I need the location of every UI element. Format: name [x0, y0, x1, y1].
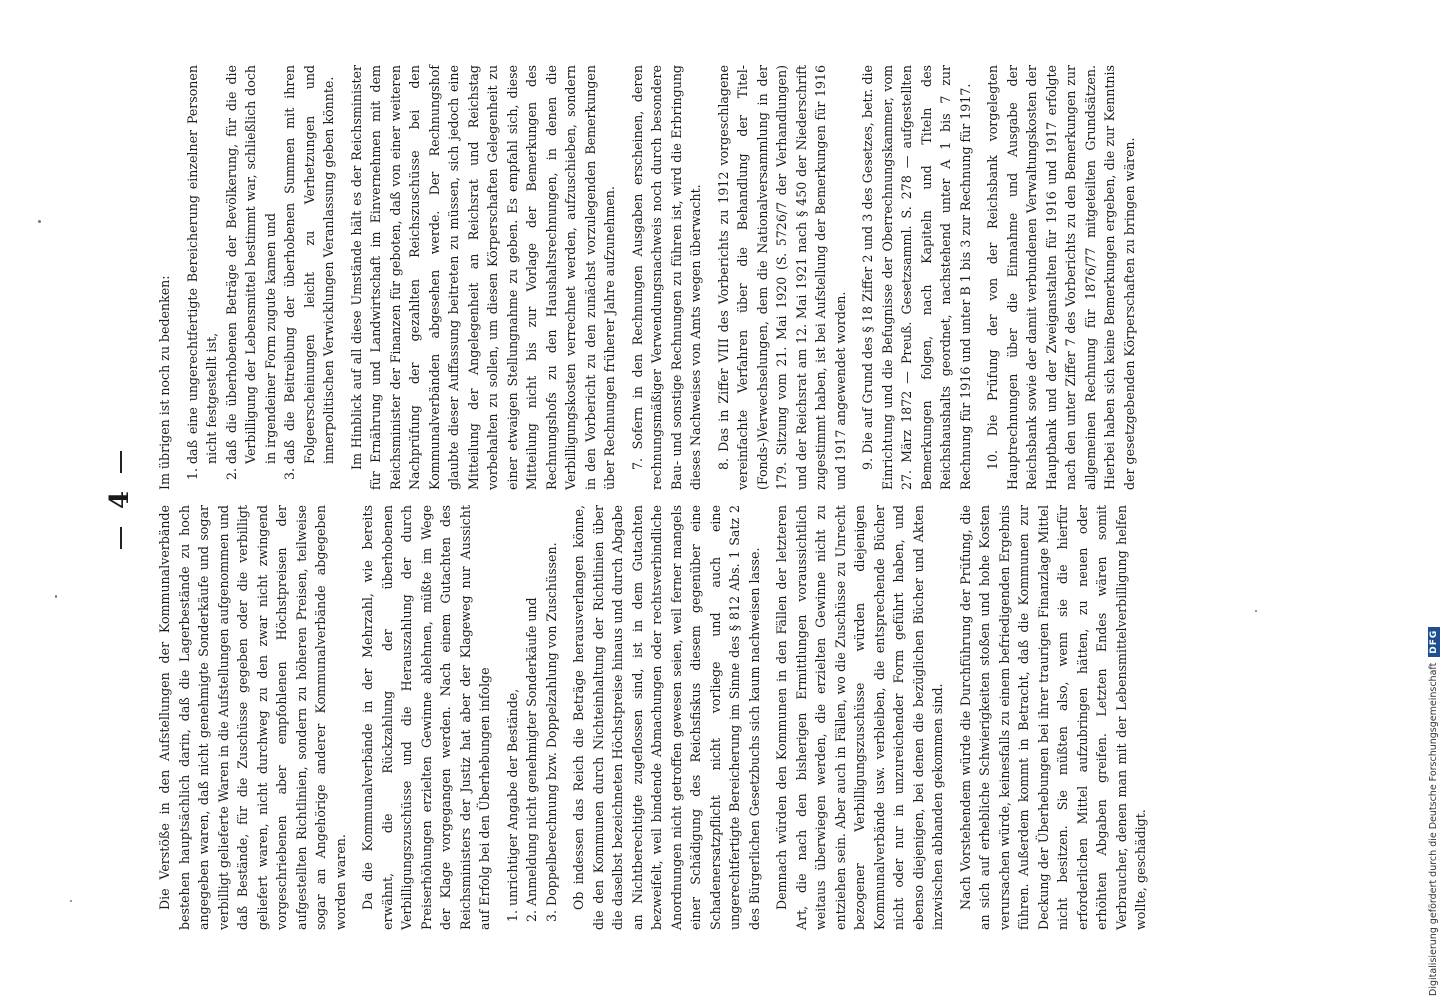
paragraph: Nach Vorstehendem würde die Durchführung der Prüfung, die an sich auf erhebliche Schwierigkeiten stoßen und hohe Kosten verursachen würde, keinesfalls zu einem befriedigenden Ergebnis führen. Außerdem kommt in Betracht, daß die Kommunen zur Deckung der Überhebungen bei ihrer traurigen Finanzlage Mittel nicht besitzen. Sie müßten also, wenn sie die hierfür erforderlichen Mittel aufzubringen hätten, zu neuen oder erhöhten Abgaben greifen. Letzten Endes wären somit Verbraucher, denen man mit der Lebensmittelverbilligung helfen wollte, geschädigt. — [957, 505, 1148, 930]
right-column — [155, 65, 1195, 490]
dfg-logo: DFG — [1428, 627, 1440, 657]
paragraph: Die Verstöße in den Aufstellungen der Kommunalverbände bestehen hauptsächlich darin, daß die Lagerbestände zu hoch angegeben waren, daß nicht genehmigte Sonderkäufe und sogar verbilligt gelieferte Waren in die Aufstellungen aufgenommen und daß Bestände, für die Zuschüsse gegeben oder die verbilligt geliefert waren, nicht durchweg zu den zwar nicht zwingend vorgeschriebenen aber empfohlenen Höchstpreisen der aufgestellten Richtlinien, sondern zu höheren Preisen, teilweise sogar an Angehörige anderer Kommunalverbände abgegeben worden waren. — [157, 505, 348, 930]
paragraph: Ob indessen das Reich die Beträge herausverlangen könne, die den Kommunen durch Nichteinhaltung der Richtlinien über die daselbst bezeichneten Höchstpreise hinaus und durch Abgabe an Nichtberechtigte zugeflossen sind, ist in dem Gutachten bezweifelt, weil bindende Abmachungen oder rechtsverbindliche Anordnungen nicht getroffen gewesen seien, weil ferner mangels einer Schädigung des Reichsfiskus diesem gegenüber eine Schadenersatzpflicht nicht vorliege und auch eine ungerechtfertigte Bereicherung im Sinne des § 812 Abs. 1 Satz 2 des Bürgerlichen Gesetzbuchs sich kaum nachweisen lasse. — [571, 505, 762, 930]
consideration-list — [183, 65, 339, 490]
paragraph-intro: Im übrigen ist noch zu bedenken: — [157, 275, 172, 490]
paragraph: Demnach würden den Kommunen in den Fällen der letzteren Art, die nach den bisherigen Ermittlungen voraussichtlich weitaus überwiegen werden, die erzielten Gewinne nicht zu entziehen sein. Aber auch in Fällen, wo die Zuschüsse zu Unrecht bezogener Verbilligungszuschüsse würden diejenigen Kommunalverbände usw. verbleiben, die entsprechende Bücher nicht oder nur in unzureichender Form geführt haben, und ebenso diejenigen, bei denen die bezüglichen Bücher und Akten inzwischen abhanden gekommen sind. — [774, 505, 945, 930]
page-number — [100, 50, 140, 950]
list-item: 2. daß die überhobenen Beträge der Bevölkerung, für die die Verbilligung der Lebensmittel bestimmt war, schließlich doch in irgendeiner Form zugute kamen und — [222, 65, 281, 464]
paragraph: 8. Das in Ziffer VIII des Vorberichts zu 1912 vorgeschlagene vereinfachte Verfahren über die Behandlung der Titel-(Fonds-)Verwechselungen, dem die Nationalversammlung in der 179. Sitzung vom 21. Mai 1920 (S. 5726/7 der Verhandlungen) und der Reichsrat am 12. Mai 1921 nach § 450 der Niederschrift zugestimmt haben, ist bei Aufstellung der Bemerkungen für 1916 und 1917 angewendet worden. — [715, 65, 848, 490]
paragraph: Im Hinblick auf all diese Umstände hält es der Reichsminister für Ernährung und Landwirtschaft im Einvernehmen mit dem Reichsminister der Finanzen für geboten, daß von einer weiteren Nachprüfung der gezahlten Reichszuschüsse bei den Kommunalverbänden abgesehen werde. Der Rechnungshof glaubte dieser Auffassung beitreten zu müssen, sich jedoch eine Mitteilung der Angelegenheit an Reichsrat und Reichstag vorbehalten zu sollen, um diesen Körperschaften Gelegenheit zu einer etwaigen Stellungnahme zu geben. Es empfahl sich, diese Mitteilung nicht bis zur Vorlage der Bemerkungen des Rechnungshofs zu den Haushaltsrechnungen, in denen die Verbilligungskosten verrechnet werden, aufzuschieben, sondern in den Vorbericht zu den zunächst vorzulegenden Bemerkungen über Rechnungen früherer Jahre aufzunehmen. — [348, 65, 617, 490]
paragraph: 10. Die Prüfung der von der Reichsbank vorgelegten Hauptrechnungen über die Einnahme und Ausgabe der Reichsbank sowie der damit verbundenen Verwaltungskosten der Hauptbank und der Zweiganstalten für 1916 und 1917 erfolgte nach den unter Ziffer 7 des Vorberichts zu den Bemerkungen zur allgemeinen Rechnung für 1876/77 mitgeteilten Grundsätzen. Hierbei haben sich keine Bemerkungen ergeben, die zur Kenntnis der gesetzgebenden Körperschaften zu bringen wären. — [985, 65, 1137, 490]
paragraph: 7. Sofern in den Rechnungen Ausgaben erscheinen, deren rechnungsmäßiger Verwendungsnachweis noch durch besondere Bau- und sonstige Rechnungen zu führen ist, wird die Erbringung dieses Nachweises von Amts wegen überwacht. — [629, 65, 703, 490]
scan-speck — [55, 595, 57, 598]
scan-speck — [70, 900, 72, 902]
scan-speck — [1255, 610, 1257, 612]
list-item: 1. unrichtiger Angabe der Bestände, — [503, 505, 523, 906]
rotated-page-content — [100, 50, 1200, 950]
left-column — [155, 505, 1195, 930]
list-item: 3. Doppelberechnung bzw. Doppelzahlung von Zuschüssen. — [542, 505, 562, 906]
page-number-value: 4 — [105, 490, 135, 510]
digitization-credit — [1428, 627, 1440, 996]
list-item: 3. daß die Beitreibung der überhobenen Summen mit ihren Folgeerscheinungen leicht zu Verhetzungen und innerpolitischen Verwicklungen Veranlassung geben könnte. — [280, 65, 339, 464]
credit-text: Digitalisierung gefördert durch die Deutsche Forschungsgemeinschaft — [1428, 662, 1439, 996]
condition-list — [503, 505, 562, 930]
scan-speck — [38, 220, 41, 223]
paragraph: Da die Kommunalverbände in der Mehrzahl, wie bereits erwähnt, die Rückzahlung der überhobenen Verbilligungszuschüsse und die Herauszahlung der durch Preiserhöhungen erzielten Gewinne ablehnen, müßte im Wege der Klage vorgegangen werden. Nach einem Gutachten des Reichsministers der Justiz hat aber der Klageweg nur Aussicht auf Erfolg bei den Überhebungen infolge — [360, 505, 492, 930]
list-item: 2. Anmeldung nicht genehmigter Sonderkäufe und — [522, 505, 542, 906]
list-item: 1. daß eine ungerechtfertigte Bereicherung einzelner Personen nicht festgestellt ist, — [183, 65, 222, 464]
paragraph: 9. Die auf Grund des § 18 Ziffer 2 und 3 des Gesetzes, betr. die Einrichtung und die Befugnisse der Oberrechnungskammer, vom 27. März 1872 — Preuß. Gesetzsamml. S. 278 — aufgestellten Bemerkungen folgen, nach Kapiteln und Titeln des Reichshaushalts geordnet, nachstehend unter A 1 bis 7 zur Rechnung für 1916 und unter B 1 bis 3 zur Rechnung für 1917. — [860, 65, 973, 490]
dash-right — [120, 451, 122, 473]
dash-left — [120, 527, 122, 549]
